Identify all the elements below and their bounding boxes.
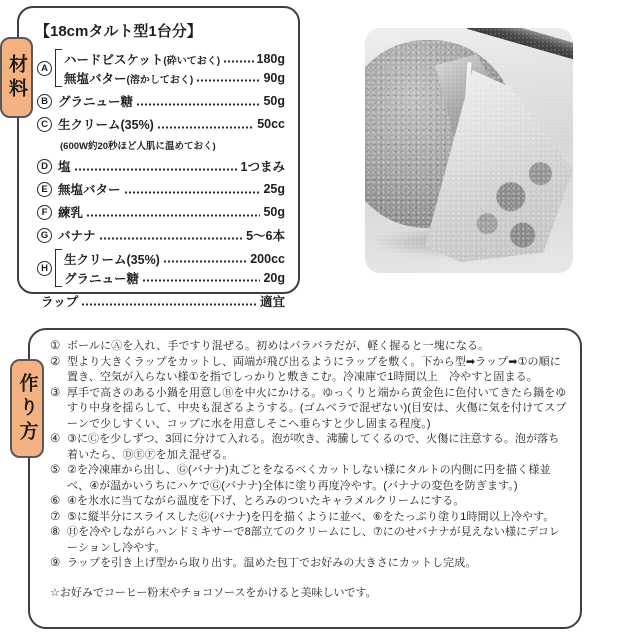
dot-leader: [81, 302, 257, 307]
step-number: ④: [50, 433, 61, 445]
ingredient-row: [37, 249, 285, 287]
step-number: ⑦: [50, 510, 61, 523]
group-rows: [64, 49, 285, 87]
letter-circle: G: [37, 228, 52, 243]
tart-photo: [365, 28, 573, 273]
ingredient-list: [19, 47, 298, 310]
yield-title: 【18cmタルト型1台分】: [35, 23, 202, 40]
direction-step: [50, 386, 568, 433]
group-rows: [64, 249, 285, 287]
step-text: 型より大きくラップをカットし、両端が飛び出るようにラップを敷く。下から型➡ラップ➡①の順に置き、空気が入らない様①を指でしっかりと敷きこむ。冷凍庫で1時間以上 冷やすと固まる。: [67, 355, 561, 383]
group-bracket-icon: [55, 249, 62, 287]
ingredient-amount: 50g: [263, 205, 285, 219]
step-text: ボールにⒶを入れ、手ですり混ぜる。初めはバラバラだが、軽く握ると一塊になる。: [67, 340, 490, 352]
letter-circle: F: [37, 205, 52, 220]
ingredient-row: [37, 292, 285, 310]
ingredient-amount: 25g: [263, 182, 285, 196]
ingredient-name: 生クリーム(35%): [58, 118, 154, 132]
ingredient-amount: 180g: [256, 51, 285, 66]
dot-leader: [142, 278, 260, 283]
ingredient-block: [37, 292, 285, 310]
ingredient-line: [58, 226, 285, 244]
ingredient-block: [37, 180, 285, 198]
step-number: ⑨: [50, 557, 61, 569]
ingredient-amount: 50cc: [257, 117, 285, 131]
step-number: ①: [50, 340, 61, 352]
ingredient-name: バナナ: [58, 229, 96, 243]
step-text: ラップを引き上げ型から取り出す。温めた包丁でお好みの大きさにカットし完成。: [67, 557, 477, 569]
ingredient-row: [37, 115, 285, 133]
step-number: ③: [50, 386, 61, 399]
directions-tab: [10, 359, 44, 458]
photo-powder-grain: [365, 28, 573, 273]
ingredient-amount: 1つまみ: [240, 160, 285, 174]
step-number: ⑥: [50, 495, 61, 507]
group-bracket-icon: [55, 49, 62, 87]
ingredient-amount: 50g: [263, 94, 285, 108]
letter-circle: C: [37, 117, 52, 132]
steps-list: [30, 330, 580, 572]
step-text: ⑤に縦半分にスライスしたⒼ(バナナ)を円を描くように並べ、⑥をたっぷり塗り1時間以上冷やす。: [67, 510, 555, 523]
ingredient-name: 塩: [58, 160, 71, 174]
ingredient-amount: 5～6本: [246, 229, 285, 243]
ingredient-row: [37, 92, 285, 110]
ingredient-block: [37, 226, 285, 244]
ingredients-tab: [0, 37, 33, 118]
letter-circle: D: [37, 159, 52, 174]
step-text: 厚手で高さのある小鍋を用意しⒷを中火にかける。ゆっくりと端から黄金色に色付いてきたら鍋をゆすり中身を揺らして、中央も混ざるようする。(ゴムベラで混ぜない)(目安は、火傷に気を付けてスプーンで少しすくい、コップに水を用意しそこへ垂らすと少し固まる程度。): [67, 386, 567, 430]
step-text: ④を氷水に当てながら温度を下げ、とろみのついたキャラメルクリームにする。: [67, 495, 465, 507]
letter-circle: B: [37, 94, 52, 109]
ingredients-box: [17, 6, 300, 309]
step-number: ⑧: [50, 526, 61, 538]
ingredient-line: [58, 180, 285, 198]
ingredient-line: [64, 49, 285, 68]
direction-step: [50, 339, 568, 355]
ingredient-block: [37, 49, 285, 87]
ingredient-name: 無塩バター(溶かしておく): [64, 71, 194, 86]
directions-box: [28, 328, 582, 629]
ingredient-name: グラニュー糖: [58, 95, 134, 109]
ingredient-subnote: (600W約20秒ほど人肌に温めておく): [60, 141, 216, 152]
dot-leader: [163, 259, 247, 264]
dot-leader: [86, 213, 260, 218]
ingredient-block: [37, 92, 285, 110]
dot-leader: [223, 59, 253, 64]
ingredient-row: [37, 157, 285, 175]
direction-step: [50, 525, 568, 556]
ingredient-name: ラップ: [41, 295, 79, 309]
ingredient-line: [64, 249, 285, 268]
direction-step: [50, 463, 568, 494]
ingredient-amount: 適宜: [259, 295, 285, 309]
dot-leader: [157, 125, 254, 130]
step-text: ③にⒸを少しずつ、3回に分けて入れる。泡が吹き、沸騰してくるので、火傷に注意する。泡が落ち着いたら、ⒹⒺⒻを加え混ぜる。: [67, 433, 560, 461]
directions-tab-label: 作り方: [16, 372, 38, 445]
ingredient-name: 生クリーム(35%): [64, 252, 160, 267]
step-text: ②を冷凍庫から出し、Ⓖ(バナナ)丸ごとをなるべくカットしない様にタルトの内側に円を描く様並べ、④が温かいうちにハケでⒼ(バナナ)全体に塗り再度冷やす。(バナナの変色を防ぎます。): [67, 464, 551, 492]
ingredients-tab-label: 材料: [6, 53, 27, 102]
ingredient-block: [37, 157, 285, 175]
ingredient-line: [58, 157, 285, 175]
ingredient-line: [64, 268, 285, 287]
direction-step: [50, 510, 568, 526]
ingredient-name: ハードビスケット(砕いておく): [64, 52, 221, 67]
ingredient-row: [37, 203, 285, 221]
dot-leader: [99, 236, 244, 241]
step-number: ⑤: [50, 464, 61, 476]
ingredient-line: [58, 203, 285, 221]
ingredient-name: 無塩バター: [58, 183, 121, 197]
dot-leader: [124, 190, 261, 195]
direction-step: [50, 494, 568, 510]
dot-leader: [136, 102, 260, 107]
ingredient-name: グラニュー糖: [64, 271, 140, 286]
letter-circle: E: [37, 182, 52, 197]
step-text: Ⓗを冷やしながらハンドミキサーで8部立てのクリームにし、⑦にのせバナナが見えない様にデコレーションし冷やす。: [67, 526, 561, 554]
step-number: ②: [50, 355, 61, 368]
direction-step: [50, 432, 568, 463]
ingredient-block: [37, 203, 285, 221]
tip-note: ☆お好みでコーヒー粉末やチョコソースをかけると美味しいです。: [50, 586, 377, 599]
direction-step: [50, 355, 568, 386]
ingredient-amount: 20g: [263, 270, 285, 285]
ingredient-name: 練乳: [58, 206, 84, 220]
ingredient-line: [64, 68, 285, 87]
letter-circle: A: [37, 61, 52, 76]
ingredient-block: [37, 249, 285, 287]
ingredient-note: (砕いておく): [163, 55, 221, 67]
direction-step: [50, 556, 568, 572]
ingredient-row: [37, 49, 285, 87]
ingredient-amount: 90g: [263, 70, 285, 85]
ingredient-row: [37, 180, 285, 198]
ingredient-line: [41, 292, 285, 310]
ingredient-row: [37, 226, 285, 244]
dot-leader: [74, 167, 238, 172]
ingredient-line: [58, 92, 285, 110]
ingredient-amount: 200cc: [250, 251, 285, 266]
letter-circle: H: [37, 261, 52, 276]
ingredient-line: [58, 115, 285, 133]
ingredient-block: [37, 115, 285, 152]
ingredient-note: (溶かしておく): [126, 74, 194, 86]
dot-leader: [196, 78, 260, 83]
